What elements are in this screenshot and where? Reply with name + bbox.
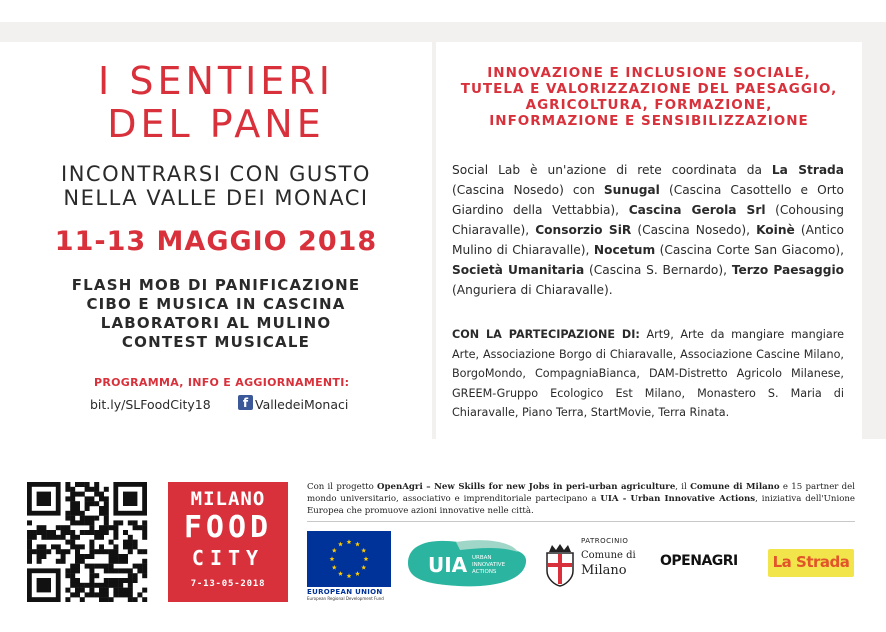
mfc-line-1: MILANO (190, 488, 266, 510)
partner-detail: (Cascina Casottello e Orto Giardino della Vettabbia), (452, 183, 844, 217)
partner-name: Koinè (756, 223, 795, 237)
partner-detail: (Antico Mulino di Chiaravalle), (452, 223, 844, 257)
partner-detail: (Cascina Corte San Giacomo), (655, 243, 844, 257)
comune-milano-logo (541, 537, 651, 591)
la-strada-logo (768, 549, 854, 577)
milano-food-city-logo (168, 482, 288, 602)
facebook-icon: f (238, 395, 253, 410)
info-heading-line: INNOVAZIONE E INCLUSIONE SOCIALE, (487, 65, 811, 81)
footer-text-part: , iniziativa dell'Unione Europea che promuove azioni innovative nelle città. (307, 494, 855, 517)
activity-item: FLASH MOB DI PANIFICAZIONE (71, 276, 361, 294)
openagri-logo: OPENAGRI (660, 553, 738, 569)
uia-logo (400, 536, 530, 590)
comune-line-2: Milano (581, 563, 627, 578)
activity-item: LABORATORI AL MULINO (100, 314, 332, 332)
eu-logo (307, 531, 391, 599)
intro-text: Social Lab è un'azione di rete coordinata da (452, 163, 762, 177)
footer-text (307, 481, 855, 518)
mfc-line-2: FOOD (183, 510, 273, 545)
uia-small-3: ACTIONS (472, 569, 497, 575)
participation-text: Art9, Arte da mangiare mangiare Arte, Associazione Borgo di Chiaravalle, Associazione Cascine Milano, BorgoMondo, CompagniaBianca, DAM-Distretto Agricolo Milanese, GREEM-Gruppo Ecologico Est Milano, Monastero S. Maria di Chiaravalle, Piano Terra, StartMovie, Terra Rinata. (452, 328, 844, 419)
info-heading-line: AGRICOLTURA, FORMAZIONE, (525, 97, 773, 113)
la-strada-text: La Strada (772, 553, 850, 571)
partner-name: La Strada (771, 163, 844, 177)
participation-paragraph (452, 325, 844, 423)
partner-detail: (Cascina S. Bernardo), (584, 263, 732, 277)
facebook-page-link[interactable]: ValledeiMonaci (255, 397, 349, 412)
subtitle-line-2: NELLA VALLE DEI MONACI (63, 186, 369, 210)
program-label: PROGRAMMA, INFO E AGGIORNAMENTI: (94, 376, 350, 389)
title-line-2: DEL PANE (107, 102, 325, 146)
eu-flag-icon (307, 531, 391, 587)
activities-list (0, 276, 432, 352)
partner-name: Consorzio SiR (535, 223, 632, 237)
partner-name: Società Umanitaria (452, 263, 585, 277)
uia-small-1: URBAN (472, 555, 492, 561)
partner-name: Nocetum (593, 243, 656, 257)
mfc-line-3: CITY (191, 546, 265, 570)
footer-text-part: e 15 partner del mondo universitario, associativo e imprenditoriale partecipano a (307, 482, 855, 505)
footer-text-part: OpenAgri – New Skills for new Jobs in peri-urban agriculture (377, 482, 676, 492)
partner-name: Terzo Paesaggio (731, 263, 845, 277)
partner-detail: (Cascina Nosedo), (631, 223, 757, 237)
comune-line-1: Comune di (581, 550, 636, 561)
patrocinio-label: PATROCINIO (581, 537, 629, 545)
partner-detail: (Anguriera di Chiaravalle). (452, 283, 613, 297)
event-date: 11-13 MAGGIO 2018 (54, 226, 378, 257)
footer-text-part: , il (675, 482, 691, 492)
subtitle-line-1: INCONTRARSI CON GUSTO (61, 162, 371, 186)
participation-label: CON LA PARTECIPAZIONE DI: (452, 328, 640, 341)
info-heading (436, 65, 862, 129)
footer-text-part: Con il progetto (307, 482, 378, 492)
info-heading-line: TUTELA E VALORIZZAZIONE DEL PAESAGGIO, (460, 81, 838, 97)
eu-label: EUROPEAN UNION (307, 588, 383, 596)
activity-item: CIBO E MUSICA IN CASCINA (86, 295, 346, 313)
footer-divider (307, 521, 855, 522)
milano-crest-icon (543, 543, 577, 587)
partner-detail: (Cohousing Chiaravalle), (452, 203, 844, 237)
uia-small-2: INNOVATIVE (472, 562, 506, 568)
qr-code[interactable] (24, 482, 150, 602)
title-line-1: I SENTIERI (98, 59, 334, 103)
footer-text-part: UIA - Urban Innovative Actions (600, 494, 756, 505)
info-heading-line: INFORMAZIONE E SENSIBILIZZAZIONE (489, 113, 809, 129)
partner-detail: (Cascina Nosedo) con (452, 183, 604, 197)
uia-text: UIA (428, 553, 468, 577)
eu-sublabel: European Regional Development Fund (307, 596, 384, 601)
mfc-dates: 7-13-05-2018 (190, 579, 266, 589)
activity-item: CONTEST MUSICALE (121, 333, 311, 351)
partners-paragraph (452, 160, 844, 300)
partner-name: Sunugal (603, 183, 660, 197)
partner-name: Cascina Gerola Srl (628, 203, 766, 217)
footer-text-part: Comune di Milano (690, 482, 780, 492)
program-link[interactable]: bit.ly/SLFoodCity18 (90, 397, 211, 412)
